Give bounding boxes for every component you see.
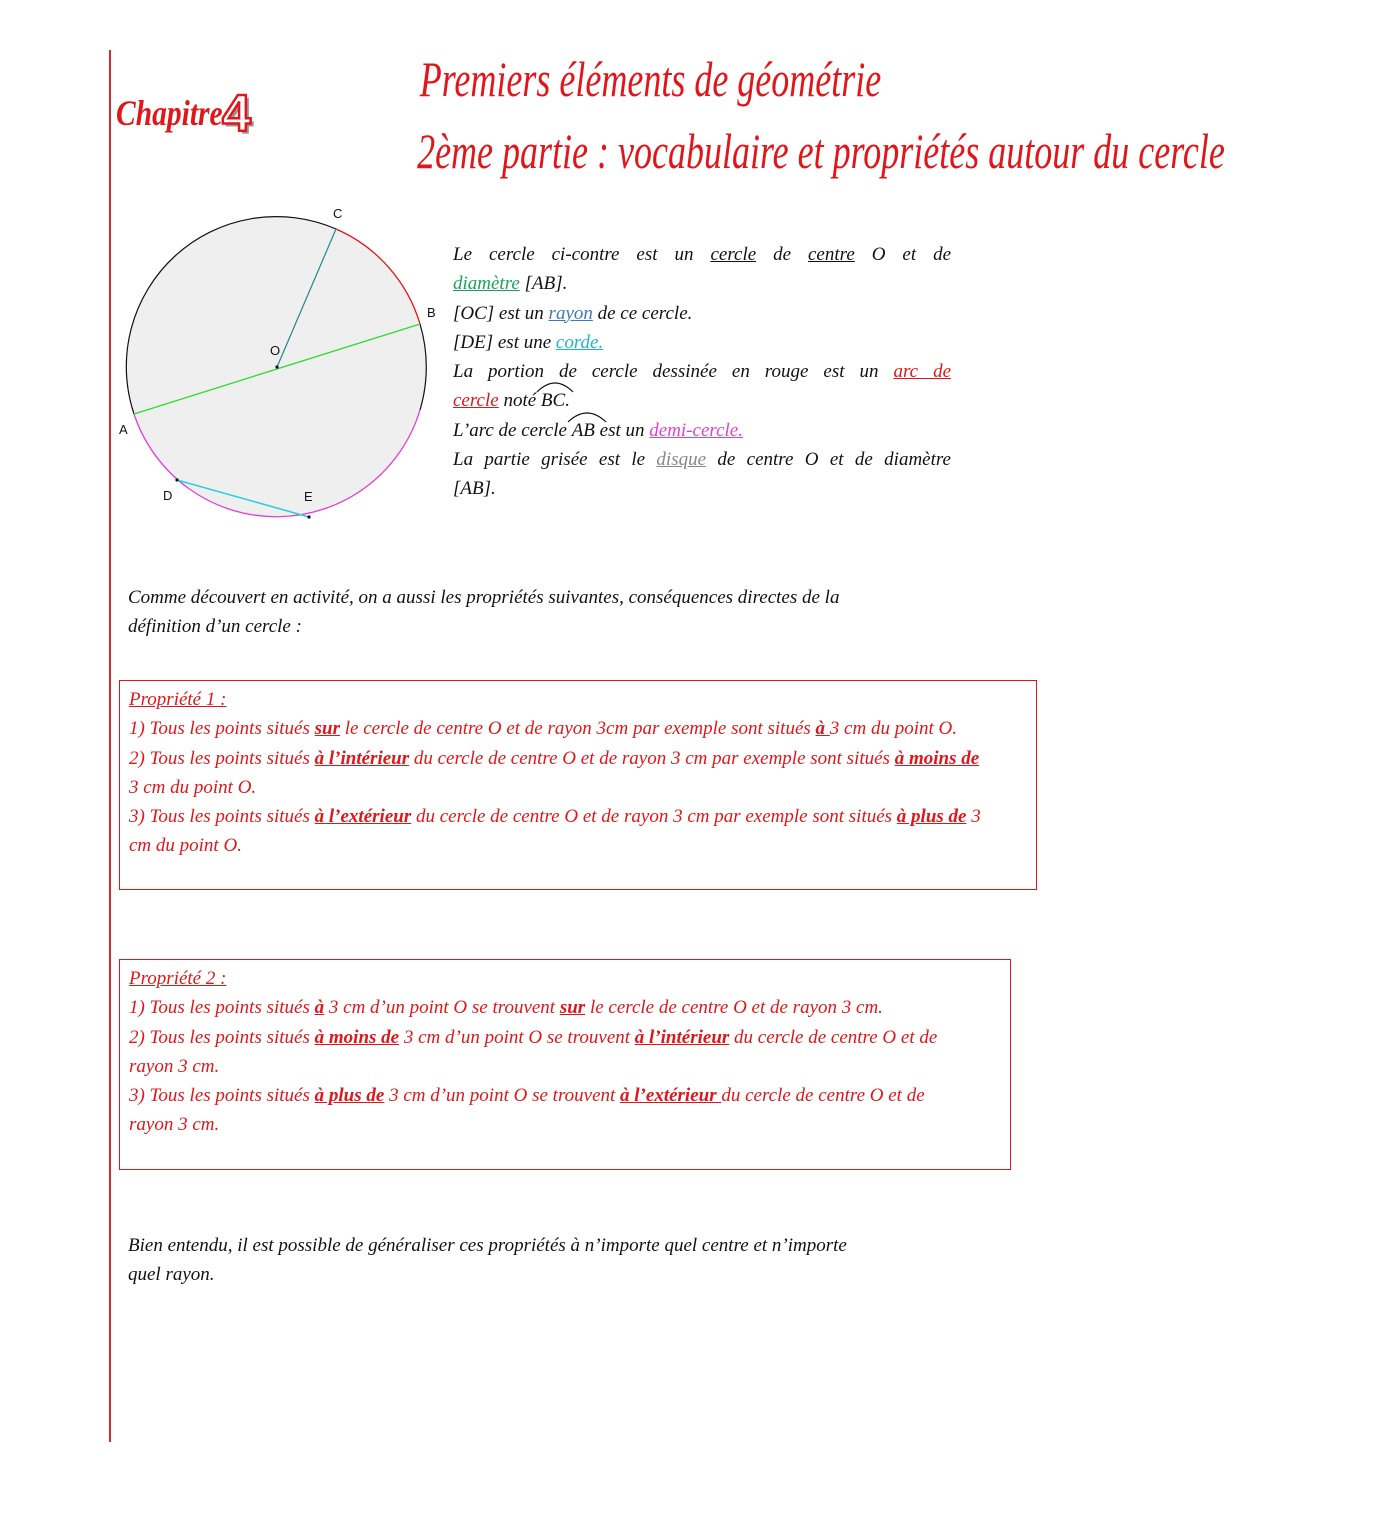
intro-line: Comme découvert en activité, on a aussi les propriétés suivantes, conséquences directes de la bbox=[128, 587, 840, 608]
property-1-box bbox=[119, 680, 1037, 890]
conclusion-line: Bien entendu, il est possible de généraliser ces propriétés à n’importe quel centre et n’importe bbox=[128, 1235, 847, 1256]
desc-line: [DE] est une corde. bbox=[453, 331, 604, 353]
conclusion-line: quel rayon. bbox=[128, 1264, 215, 1286]
property-item: 2) Tous les points situés à l’intérieur du cercle de centre O et de rayon 3 cm par exemple sont situés à moins de 3 cm du point O. bbox=[129, 747, 980, 798]
desc-line: [AB]. bbox=[453, 478, 496, 500]
label-d: D bbox=[163, 488, 173, 503]
arc-notation-ab: AB bbox=[572, 416, 595, 445]
page-subtitle: 2ème partie : vocabulaire et propriétés autour du cercle bbox=[417, 123, 1225, 179]
circle-description bbox=[453, 240, 951, 504]
chapter-label: Chapitre bbox=[116, 93, 223, 133]
property-item: 1) Tous les points situés à 3 cm d’un point O se trouvent sur le cercle de centre O et de rayon 3 cm. bbox=[129, 997, 883, 1019]
desc-line: La partie grisée est le disque de centre O et de diamètre bbox=[453, 449, 951, 471]
chapter-number: 4 bbox=[222, 85, 251, 143]
property-title: Propriété 1 : bbox=[129, 689, 227, 710]
label-o: O bbox=[270, 343, 281, 358]
property-item: 2) Tous les points situés à moins de 3 cm d’un point O se trouvent à l’intérieur du cercle de centre O et de rayon 3 cm. bbox=[129, 1026, 938, 1077]
property-item: 1) Tous les points situés sur le cercle de centre O et de rayon 3cm par exemple sont situés à 3 cm du point O. bbox=[129, 718, 957, 740]
intro-line: définition d’un cercle : bbox=[128, 616, 302, 638]
point-e bbox=[307, 515, 310, 518]
point-o bbox=[275, 365, 278, 368]
desc-line: [OC] est un rayon de ce cercle. bbox=[453, 302, 693, 324]
desc-line: diamètre [AB]. bbox=[453, 273, 568, 295]
property-2-box bbox=[119, 959, 1011, 1170]
page-title: Premiers éléments de géométrie bbox=[419, 51, 881, 107]
label-a: A bbox=[119, 422, 128, 437]
desc-line: Le cercle ci-contre est un cercle de centre O et de bbox=[453, 244, 952, 265]
desc-line: cercle noté BC. bbox=[453, 386, 951, 415]
label-b: B bbox=[427, 305, 436, 320]
label-e: E bbox=[304, 489, 313, 504]
desc-line: La portion de cercle dessinée en rouge est un arc de bbox=[453, 361, 951, 383]
desc-line: L’arc de cercle AB est un demi-cercle. bbox=[453, 416, 951, 445]
property-item: 3) Tous les points situés à l’extérieur du cercle de centre O et de rayon 3 cm par exemple sont situés à plus de 3 cm du point O. bbox=[129, 806, 981, 857]
point-d bbox=[175, 478, 178, 481]
arc-notation-bc: BC bbox=[541, 386, 565, 415]
label-c: C bbox=[333, 206, 343, 221]
circle-figure bbox=[100, 195, 440, 530]
conclusion-paragraph bbox=[128, 1231, 952, 1290]
property-item: 3) Tous les points situés à plus de 3 cm d’un point O se trouvent à l’extérieur du cercle de centre O et de rayon 3 cm. bbox=[129, 1085, 925, 1136]
property-title: Propriété 2 : bbox=[129, 968, 227, 989]
intro-paragraph bbox=[128, 583, 952, 642]
